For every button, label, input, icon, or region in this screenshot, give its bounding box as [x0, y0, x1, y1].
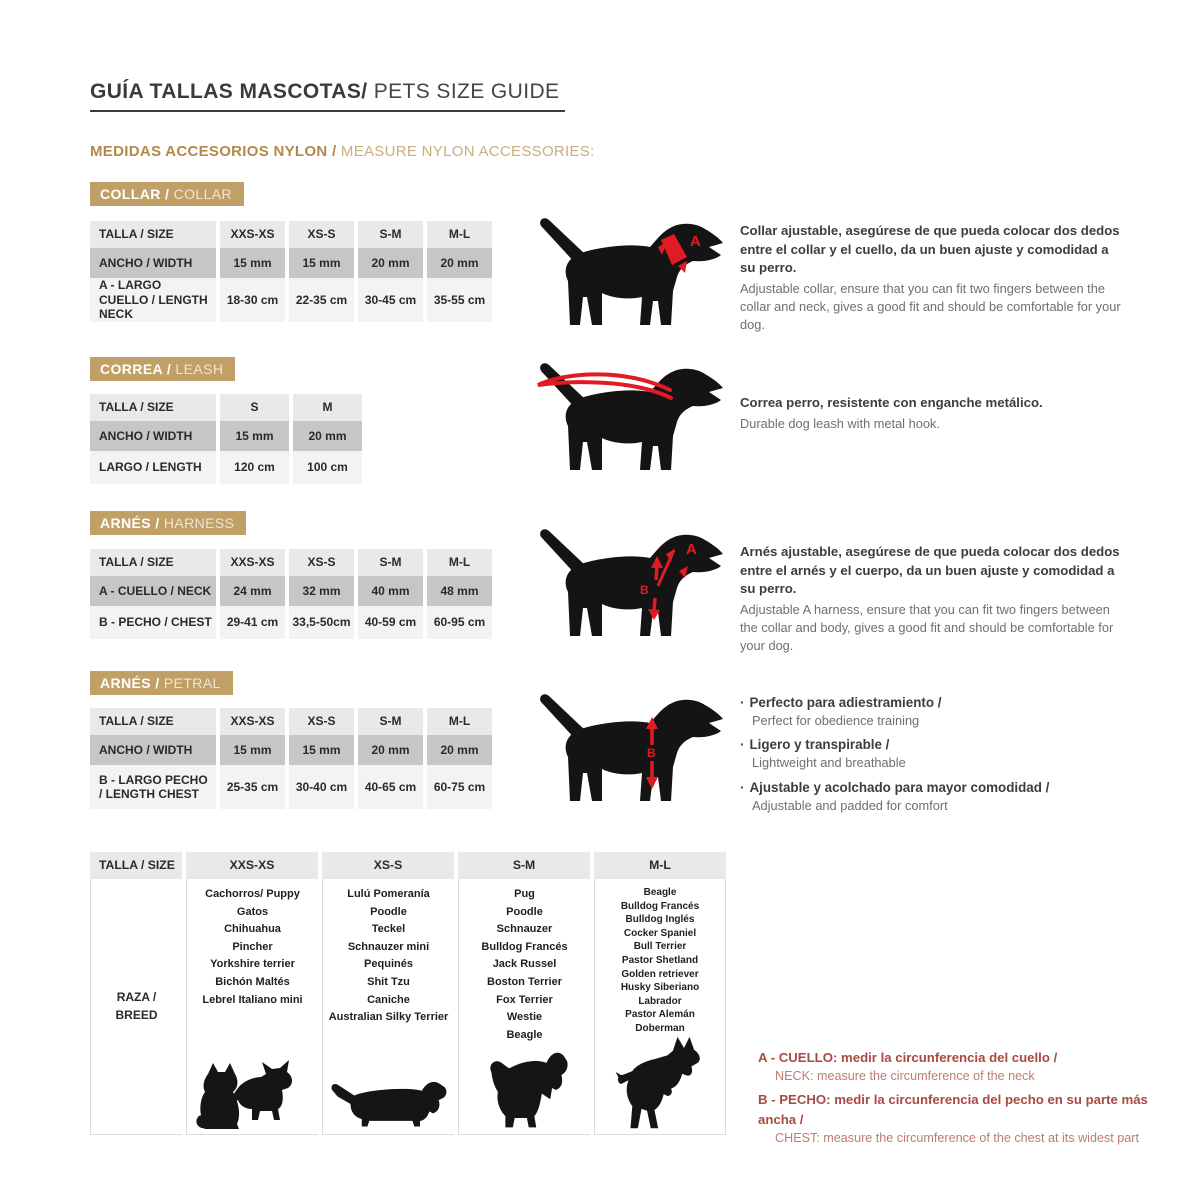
breed-name: Yorkshire terrier [210, 958, 295, 971]
value-cell: 100 cm [293, 451, 362, 484]
col-header-m: M [293, 394, 362, 421]
feature-item [740, 736, 1130, 771]
breed-list-m-l [621, 886, 699, 1036]
value-cell: 15 mm [220, 735, 285, 765]
value-cell: 15 mm [289, 248, 354, 278]
leash-length-row [90, 451, 362, 484]
breed-name: Poodle [506, 905, 543, 918]
harness-header-en: HARNESS [159, 515, 235, 531]
leash-table-header-row [90, 394, 362, 421]
value-cell: 30-40 cm [289, 765, 354, 809]
feature-en: Adjustable and padded for comfort [752, 797, 948, 813]
breed-column-s-m [458, 879, 590, 1135]
breed-name: Bulldog Francés [481, 940, 568, 953]
breed-column-xs-s [322, 879, 454, 1135]
leash-header-en: LEASH [171, 361, 224, 377]
col-header-s-m: S-M [358, 221, 423, 248]
leash-desc-es: Correa perro, resistente con enganche metálico. [740, 395, 1043, 410]
breed-name: Teckel [371, 923, 406, 936]
petral-table-header-row [90, 708, 492, 735]
breed-name: Australian Silky Terrier [328, 1011, 449, 1024]
breed-name: Cachorros/ Puppy [205, 888, 300, 900]
doberman-silhouette [608, 1036, 712, 1134]
collar-size-table [90, 221, 492, 322]
breed-name: Gatos [236, 905, 269, 918]
breed-table-header-row [90, 852, 726, 879]
collar-desc-es: Collar ajustable, asegúrese de que pueda colocar dos dedos entre el collar y el cuello, da un buen ajuste y comodidad a su perro. [740, 223, 1120, 276]
row-label: ANCHO / WIDTH [90, 421, 216, 451]
breed-list-xs-s [329, 886, 449, 1027]
value-cell: 15 mm [220, 248, 285, 278]
harness-desc-es: Arnés ajustable, asegúrese de que pueda colocar dos dedos entre el arnés y el cuerpo, da un buen ajuste y comodidad a su perro. [740, 544, 1120, 597]
breed-name: Pincher [232, 940, 273, 953]
measurement-footnotes [758, 1048, 1178, 1153]
page-title-es: GUÍA TALLAS MASCOTAS/ [90, 80, 368, 103]
value-cell: 20 mm [427, 248, 492, 278]
feature-en: Lightweight and breathable [752, 755, 906, 771]
value-cell: 25-35 cm [220, 765, 285, 809]
bullet-dot: · [740, 695, 745, 710]
collar-table-header-row [90, 221, 492, 248]
col-header-xxs-xs: XXS-XS [186, 852, 318, 879]
value-cell: 20 mm [293, 421, 362, 451]
breed-list-xxs-xs [202, 886, 302, 1009]
breed-row-label-en: BREED [115, 1008, 158, 1023]
breed-name: Westie [506, 1011, 543, 1024]
bullet-dot: · [740, 737, 745, 753]
col-header-m-l: M-L [594, 852, 726, 879]
collar-desc-en: Adjustable collar, ensure that you can fit two fingers between the collar and neck, gives a good fit and should be comfortable for your dog. [740, 281, 1121, 332]
page-subtitle-en: MEASURE NYLON ACCESSORIES: [336, 143, 595, 160]
col-header-m-l: M-L [427, 708, 492, 735]
value-cell: 20 mm [427, 735, 492, 765]
row-label: LARGO / LENGTH [90, 451, 216, 484]
petral-measure-label-b: B [647, 746, 656, 760]
breed-list-s-m [481, 886, 567, 1044]
collar-section-header [90, 182, 244, 206]
breed-name: Bulldog Francés [620, 900, 700, 912]
footnote-item [758, 1090, 1178, 1147]
collar-dog-diagram [530, 213, 730, 333]
petral-feature-list [740, 694, 1130, 821]
dachshund-silhouette [328, 1074, 450, 1134]
feature-item [740, 779, 1130, 814]
value-cell: 20 mm [358, 735, 423, 765]
breed-name: Chihuahua [224, 923, 281, 936]
harness-neck-row [90, 576, 492, 606]
breed-name: Poodle [370, 905, 407, 918]
collar-neck-length-row [90, 278, 492, 322]
harness-measure-label-b: B [640, 583, 649, 597]
value-cell: 15 mm [289, 735, 354, 765]
breed-name: Boston Terrier [487, 975, 562, 988]
col-header-xxs-xs: XXS-XS [220, 549, 285, 576]
value-cell: 18-30 cm [220, 278, 285, 322]
breed-name: Beagle [506, 1028, 543, 1041]
col-header-s-m: S-M [358, 708, 423, 735]
breed-name: Lulú Pomeranía [347, 888, 430, 900]
feature-en: Perfect for obedience training [752, 713, 920, 729]
col-header-xxs-xs: XXS-XS [220, 708, 285, 735]
leash-description [740, 394, 1122, 432]
feature-es [740, 736, 1130, 754]
col-header-size: TALLA / SIZE [90, 549, 216, 576]
breed-name: Beagle [643, 887, 677, 898]
petral-header-es: ARNÉS / [100, 675, 160, 691]
harness-dog-diagram [530, 524, 730, 644]
row-label: A - LARGO CUELLO / LENGTH NECK [90, 278, 216, 322]
value-cell: 24 mm [220, 576, 285, 606]
breed-column-m-l [594, 879, 726, 1135]
breed-name: Bulldog Inglés [625, 914, 695, 926]
footnote-en: NECK: measure the circumference of the neck [775, 1068, 1035, 1083]
col-header-size: TALLA / SIZE [90, 221, 216, 248]
value-cell: 48 mm [427, 576, 492, 606]
col-header-xs-s: XS-S [322, 852, 454, 879]
breed-column-xxs-xs [186, 879, 318, 1135]
value-cell: 35-55 cm [427, 278, 492, 322]
harness-section-header [90, 511, 246, 535]
breed-name: Caniche [367, 993, 410, 1006]
feature-es-text: Ajustable y acolchado para mayor comodidad / [749, 779, 1050, 795]
col-header-s-m: S-M [458, 852, 590, 879]
value-cell: 33,5-50cm [289, 606, 354, 639]
harness-description [740, 543, 1122, 654]
col-header-xs-s: XS-S [289, 708, 354, 735]
breed-row-label-es: RAZA / [116, 990, 157, 1005]
col-header-xs-s: XS-S [289, 221, 354, 248]
footnote-es: A - CUELLO: medir la circunferencia del cuello / [758, 1050, 1058, 1065]
harness-table-header-row [90, 549, 492, 576]
value-cell: 60-75 cm [427, 765, 492, 809]
collar-measure-label-a: A [690, 233, 701, 250]
breed-name: Doberman [635, 1022, 685, 1034]
feature-es-text: Perfecto para adiestramiento / [749, 695, 942, 710]
col-header-xxs-xs: XXS-XS [220, 221, 285, 248]
harness-header-es: ARNÉS / [100, 515, 160, 531]
col-header-s-m: S-M [358, 549, 423, 576]
value-cell: 40-65 cm [358, 765, 423, 809]
leash-size-table [90, 394, 362, 484]
value-cell: 15 mm [220, 421, 289, 451]
value-cell: 22-35 cm [289, 278, 354, 322]
breed-table-body [90, 879, 726, 1130]
breed-name: Pastor Shetland [621, 954, 699, 966]
breed-name: Labrador [638, 995, 682, 1007]
row-label: ANCHO / WIDTH [90, 248, 216, 278]
leash-width-row [90, 421, 362, 451]
col-header-s: S [220, 394, 289, 421]
leash-dog-diagram [530, 358, 730, 478]
breed-name: Lebrel Italiano mini [202, 993, 303, 1006]
collar-header-en: COLLAR [169, 186, 233, 202]
harness-size-table [90, 549, 492, 639]
petral-size-table [90, 708, 492, 809]
breed-name: Jack Russel [492, 958, 557, 971]
value-cell: 40 mm [358, 576, 423, 606]
collar-description [740, 222, 1122, 333]
col-header-m-l: M-L [427, 221, 492, 248]
footnote-en: CHEST: measure the circumference of the chest at its widest part [775, 1131, 1139, 1146]
breed-name: Bichón Maltés [215, 975, 290, 988]
value-cell: 29-41 cm [220, 606, 285, 639]
breed-name: Pequinés [364, 958, 413, 971]
breed-name: Golden retriever [621, 968, 699, 980]
feature-es [740, 694, 1130, 712]
leash-header-es: CORREA / [100, 361, 172, 377]
breed-name: Shit Tzu [367, 975, 410, 988]
bullet-dot: · [740, 779, 745, 795]
breed-name: Husky Siberiano [620, 982, 700, 994]
breed-name: Pastor Alemán [625, 1009, 695, 1021]
feature-es-text: Ligero y transpirable / [749, 737, 890, 753]
petral-header-en: PETRAL [159, 675, 221, 691]
value-cell: 120 cm [220, 451, 289, 484]
col-header-m-l: M-L [427, 549, 492, 576]
harness-measure-label-a: A [686, 541, 697, 558]
page-title [90, 80, 565, 112]
value-cell: 40-59 cm [358, 606, 423, 639]
petral-section-header [90, 671, 233, 695]
col-header-size: TALLA / SIZE [90, 708, 216, 735]
petral-chest-length-row [90, 765, 492, 809]
page-subtitle-es: MEDIDAS ACCESORIOS NYLON / [90, 143, 337, 160]
col-header-size: TALLA / SIZE [90, 852, 182, 879]
col-header-size: TALLA / SIZE [90, 394, 216, 421]
breed-name: Schnauzer [496, 923, 553, 936]
value-cell: 30-45 cm [358, 278, 423, 322]
value-cell: 32 mm [289, 576, 354, 606]
row-label: B - PECHO / CHEST [90, 606, 216, 639]
row-label: ANCHO / WIDTH [90, 735, 216, 765]
footnote-item [758, 1048, 1178, 1085]
row-label: A - CUELLO / NECK [90, 576, 216, 606]
breed-name: Schnauzer mini [347, 940, 430, 953]
breed-row-label [90, 879, 182, 1135]
row-label: B - LARGO PECHO / LENGTH CHEST [90, 765, 216, 809]
leash-section-header [90, 357, 235, 381]
breed-name: Bull Terrier [633, 941, 687, 953]
feature-es [740, 779, 1130, 797]
col-header-xs-s: XS-S [289, 549, 354, 576]
value-cell: 60-95 cm [427, 606, 492, 639]
petral-width-row [90, 735, 492, 765]
footnote-es: B - PECHO: medir la circunferencia del pecho en su parte más ancha / [758, 1092, 1148, 1128]
schnauzer-silhouette [477, 1046, 573, 1134]
breed-name: Fox Terrier [496, 993, 553, 1006]
page-title-en: PETS SIZE GUIDE [367, 80, 560, 103]
page-subtitle [90, 143, 595, 160]
cat-and-chihuahua-silhouette [194, 1060, 312, 1134]
harness-chest-row [90, 606, 492, 639]
leash-desc-en: Durable dog leash with metal hook. [740, 415, 940, 431]
breed-name: Pug [514, 888, 535, 900]
value-cell: 20 mm [358, 248, 423, 278]
collar-width-row [90, 248, 492, 278]
harness-desc-en: Adjustable A harness, ensure that you can fit two fingers between the collar and body, gives a good fit and should be comfortable for your dog. [740, 602, 1114, 653]
petral-dog-diagram [530, 689, 730, 809]
collar-header-es: COLLAR / [100, 186, 170, 202]
feature-item [740, 694, 1130, 729]
breed-name: Cocker Spaniel [623, 927, 697, 939]
breed-size-table [90, 852, 726, 1130]
